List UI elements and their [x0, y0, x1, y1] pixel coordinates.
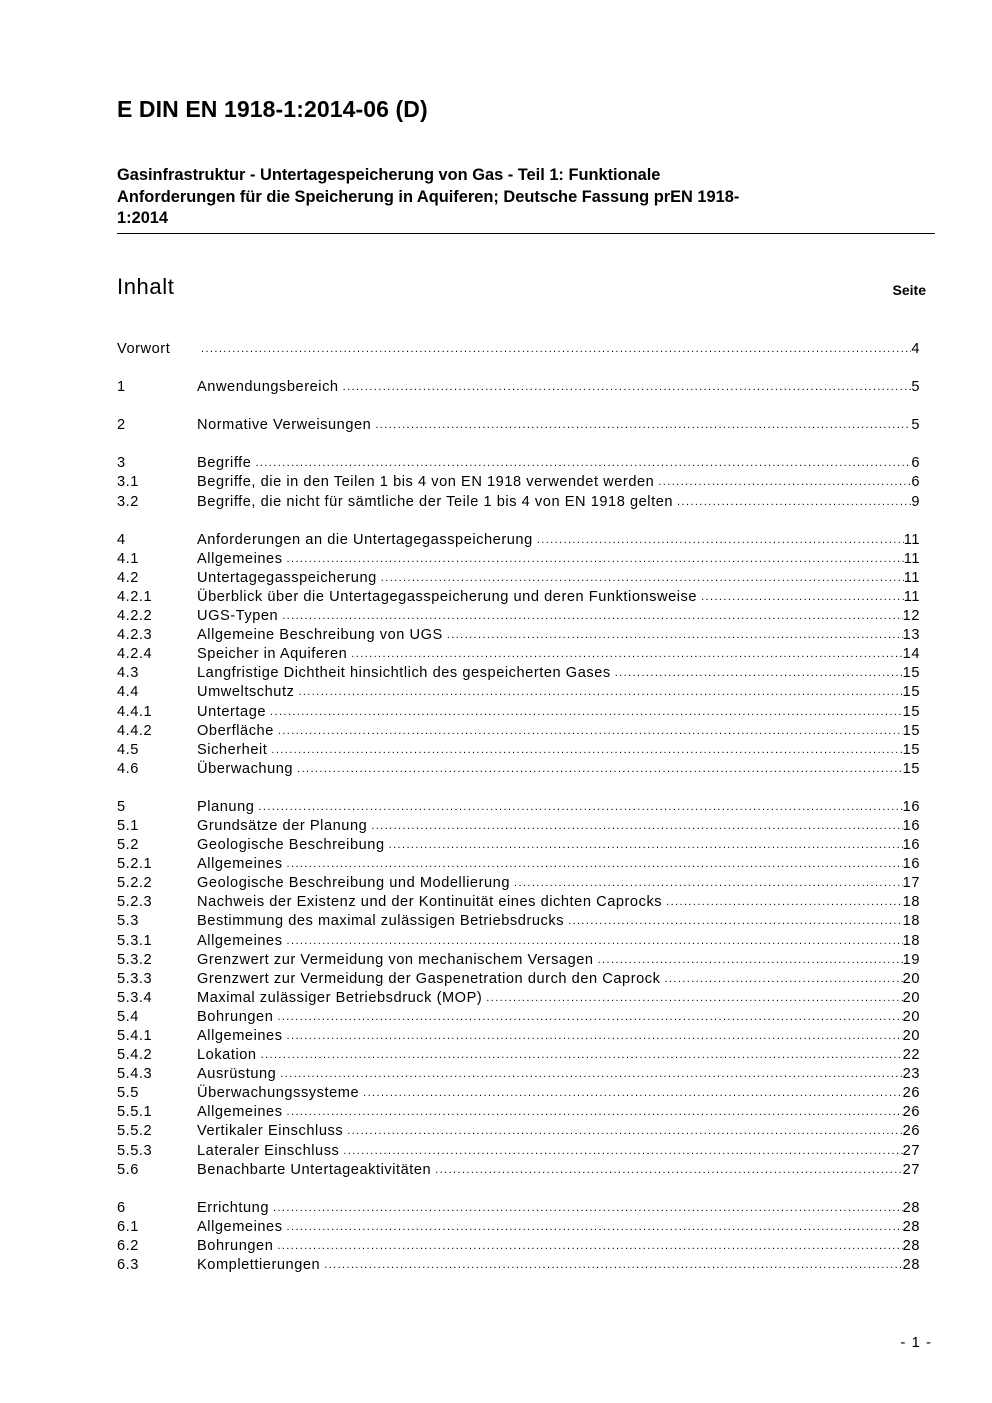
toc-entry[interactable]: [117, 1216, 920, 1235]
toc-entry-number: 5.3.3: [117, 970, 153, 987]
toc-dot-leader: [343, 1145, 902, 1159]
toc-dot-leader: [514, 877, 903, 891]
toc-entry-title: UGS-Typen: [197, 608, 279, 625]
subtitle-line: Gasinfrastruktur - Untertagespeicherung von Gas - Teil 1: Funktionale: [117, 166, 661, 184]
toc-entry[interactable]: [117, 796, 920, 815]
toc-entry-title: Maximal zulässiger Betriebsdruck (MOP): [197, 989, 483, 1006]
toc-entry-title: Überwachungssysteme: [197, 1085, 360, 1102]
toc-entry-title: Planung: [197, 798, 255, 815]
toc-entry-number: 5.3: [117, 913, 139, 930]
toc-entry-page: 16: [902, 837, 920, 854]
toc-dot-leader: [435, 1164, 902, 1178]
toc-entry-number: 5.6: [117, 1161, 139, 1178]
toc-entry[interactable]: [117, 1025, 920, 1044]
toc-entry-number: 4.1: [117, 550, 139, 567]
toc-entry-page: 28: [902, 1199, 920, 1216]
toc-dot-leader: [658, 476, 911, 490]
toc-dot-leader: [273, 1202, 903, 1216]
document-id: E DIN EN 1918-1:2014-06 (D): [117, 96, 428, 122]
toc-entry-page: 27: [902, 1161, 920, 1178]
toc-entry-title: Überblick über die Untertagegasspeicherung und deren Funktionsweise: [197, 588, 698, 605]
toc-entry-number: 5.5.1: [117, 1104, 153, 1121]
toc-entry-page: 26: [902, 1104, 920, 1121]
toc-entry-number: 4.4.1: [117, 703, 153, 720]
toc-group: [117, 414, 920, 433]
toc-dot-leader: [363, 1087, 903, 1101]
toc-dot-leader: [371, 820, 902, 834]
toc-dot-leader: [280, 1068, 902, 1082]
toc-entry-number: 5.4.1: [117, 1028, 153, 1044]
toc-entry[interactable]: [117, 1254, 920, 1273]
toc-entry-title: Begriffe, die in den Teilen 1 bis 4 von EN 1918 verwendet werden: [197, 474, 655, 491]
toc-entry[interactable]: [117, 872, 920, 891]
toc-entry-page: 14: [902, 646, 920, 663]
toc-entry-page: 27: [902, 1142, 920, 1159]
toc-entry-page: 5: [911, 379, 920, 396]
toc-entry-page: 20: [902, 970, 920, 987]
toc-entry-title: Geologische Beschreibung und Modellierung: [197, 875, 510, 892]
toc-group: [117, 529, 920, 777]
toc-entry-page: 15: [902, 703, 920, 720]
toc-dot-leader: [255, 457, 911, 471]
toc-entry[interactable]: [117, 1139, 920, 1158]
toc-entry-title: Grundsätze der Planung: [197, 817, 368, 834]
toc-dot-leader: [287, 553, 904, 567]
toc-entry-number: 5.4.2: [117, 1047, 153, 1064]
toc-entry[interactable]: [117, 949, 920, 968]
toc-entry-title: Begriffe, die nicht für sämtliche der Teile 1 bis 4 von EN 1918 gelten: [197, 493, 674, 510]
toc-dot-leader: [287, 1221, 903, 1235]
toc-entry-title: Sicherheit: [197, 741, 268, 758]
toc-entry-page: 16: [902, 798, 920, 815]
toc-entry[interactable]: [117, 471, 920, 490]
toc-entry[interactable]: [117, 376, 920, 395]
toc-entry-page: 17: [902, 875, 920, 892]
toc-entry[interactable]: [117, 1235, 920, 1254]
toc-dot-leader: [537, 534, 904, 548]
toc-entry-page: 6: [911, 474, 920, 491]
toc-entry-number: 4.2.2: [117, 608, 153, 625]
toc-dot-leader: [261, 1049, 903, 1063]
toc-entry[interactable]: [117, 987, 920, 1006]
toc-entry-title: Umweltschutz: [197, 684, 295, 701]
toc-entry-title: Allgemeines: [197, 1218, 283, 1235]
toc-dot-leader: [270, 706, 903, 720]
toc-group: [117, 796, 920, 1178]
toc-entry-number: 3.1: [117, 474, 139, 491]
toc-group: [117, 1197, 920, 1273]
toc-dot-leader: [287, 935, 903, 949]
toc-entry-page: 23: [902, 1066, 920, 1083]
toc-dot-leader: [297, 763, 903, 777]
toc-entry[interactable]: [117, 567, 920, 586]
toc-entry-title: Allgemeines: [197, 856, 283, 873]
toc-entry-page: 26: [902, 1085, 920, 1102]
toc-entry-number: 5.3.1: [117, 932, 153, 949]
toc-entry-page: 15: [902, 665, 920, 682]
toc-entry-number: 5.5: [117, 1085, 139, 1102]
toc-dot-leader: [351, 648, 902, 662]
toc-entry-title: Anforderungen an die Untertagegasspeicherung: [197, 531, 533, 548]
toc-entry-number: 3.2: [117, 493, 139, 510]
toc-dot-leader: [615, 667, 903, 681]
toc-entry-page: 5: [911, 417, 920, 434]
toc-entry-number: 5.5.2: [117, 1123, 153, 1140]
toc-dot-leader: [677, 496, 911, 510]
toc-entry-title: Begriffe: [197, 455, 252, 472]
toc-entry-title: Lokation: [197, 1047, 257, 1064]
toc-dot-leader: [282, 610, 902, 624]
toc-entry-title: Errichtung: [197, 1199, 270, 1216]
toc-entry[interactable]: [117, 1063, 920, 1082]
toc-entry[interactable]: [117, 1006, 920, 1025]
toc-entry-page: 28: [902, 1237, 920, 1254]
toc-entry-title: Allgemeines: [197, 1028, 283, 1044]
toc-entry-number: 5.3.4: [117, 989, 153, 1006]
toc-dot-leader: [287, 858, 903, 872]
toc-entry-number: 6.2: [117, 1237, 139, 1254]
toc-dot-leader: [324, 1259, 902, 1273]
toc-entry-number: 2: [117, 417, 126, 434]
toc-dot-leader: [598, 954, 903, 968]
toc-entry[interactable]: [117, 529, 920, 548]
toc-entry-number: 4.2.4: [117, 646, 153, 663]
toc-entry-title: Normative Verweisungen: [197, 417, 372, 434]
toc-dot-leader: [271, 744, 902, 758]
subtitle-line: Anforderungen für die Speicherung in Aquiferen; Deutsche Fassung prEN 1918-: [117, 187, 740, 206]
toc-entry[interactable]: [117, 605, 920, 624]
toc-entry[interactable]: [117, 452, 920, 471]
toc-entry-page: 4: [911, 341, 920, 358]
toc-entry-page: 15: [902, 722, 920, 739]
toc-group: [117, 452, 920, 509]
toc-entry-number: 5: [117, 798, 126, 815]
toc-entry-page: 12: [902, 608, 920, 625]
toc-entry[interactable]: [117, 700, 920, 719]
toc-dot-leader: [277, 1240, 902, 1254]
toc-entry-title: Bestimmung des maximal zulässigen Betriebsdrucks: [197, 913, 565, 930]
toc-entry[interactable]: [117, 662, 920, 681]
toc-entry-number: 6.3: [117, 1257, 139, 1274]
toc-entry-page: 20: [902, 1008, 920, 1025]
toc-entry-title: Untertage: [197, 703, 267, 720]
toc-entry-title: Lateraler Einschluss: [197, 1142, 340, 1159]
toc-entry-number: 3: [117, 455, 126, 472]
toc-dot-leader: [664, 973, 902, 987]
toc-entry-page: 11: [903, 531, 920, 548]
toc-entry-number: 5.4: [117, 1008, 139, 1025]
toc-group: [117, 338, 920, 357]
toc-entry-title: Komplettierungen: [197, 1257, 321, 1274]
toc-entry[interactable]: [117, 834, 920, 853]
toc-entry-title: Grenzwert zur Vermeidung der Gaspenetration durch den Caprock: [197, 970, 661, 987]
toc-entry-number: 5.2.1: [117, 856, 153, 873]
toc-entry-page: 11: [903, 550, 920, 567]
toc-entry-title: Bohrungen: [197, 1237, 274, 1254]
toc-dot-leader: [277, 1011, 902, 1025]
toc-dot-leader: [701, 591, 904, 605]
toc-entry-number: 5.4.3: [117, 1066, 153, 1083]
toc-dot-leader: [287, 1106, 903, 1120]
toc-entry-title: Grenzwert zur Vermeidung von mechanischem Versagen: [197, 951, 594, 968]
toc-entry[interactable]: [117, 929, 920, 948]
toc-entry-number: 5.2.3: [117, 894, 153, 911]
toc-entry-number: 4.2: [117, 569, 139, 586]
toc-dot-leader: [389, 839, 903, 853]
toc-entry-number: 5.3.2: [117, 951, 153, 968]
toc-entry-page: 15: [902, 684, 920, 701]
toc-entry-title: Vertikaler Einschluss: [197, 1123, 344, 1140]
toc-entry-title: Bohrungen: [197, 1008, 274, 1025]
toc-entry-title: Allgemeines: [197, 550, 283, 567]
toc-dot-leader: [568, 915, 903, 929]
toc-entry[interactable]: [117, 891, 920, 910]
toc-entry[interactable]: [117, 1159, 920, 1178]
toc-dot-leader: [666, 896, 903, 910]
toc-entry-number: 4.3: [117, 665, 139, 682]
toc-dot-leader: [347, 1125, 902, 1139]
toc-entry-title: Oberfläche: [197, 722, 274, 739]
toc-entry-page: 18: [902, 894, 920, 911]
toc-entry-number: Vorwort: [117, 341, 171, 358]
toc-entry[interactable]: [117, 1044, 920, 1063]
toc-dot-leader: [486, 992, 902, 1006]
document-subtitle: [117, 165, 907, 230]
toc-entry[interactable]: [117, 1120, 920, 1139]
table-of-contents: [117, 338, 920, 1292]
toc-entry-title: Speicher in Aquiferen: [197, 646, 348, 663]
toc-entry-number: 5.2: [117, 837, 139, 854]
toc-entry-number: 5.1: [117, 817, 139, 834]
toc-entry-page: 16: [902, 856, 920, 873]
toc-entry-number: 4.2.1: [117, 588, 153, 605]
toc-entry-page: 6: [911, 455, 920, 472]
toc-entry[interactable]: [117, 758, 920, 777]
toc-entry-page: 18: [902, 913, 920, 930]
toc-entry-page: 22: [902, 1047, 920, 1064]
toc-entry[interactable]: [117, 586, 920, 605]
toc-entry[interactable]: [117, 338, 920, 357]
subtitle-line: 1:2014: [117, 209, 169, 227]
toc-entry-page: 15: [902, 760, 920, 777]
toc-dot-leader: [201, 343, 911, 357]
toc-entry[interactable]: [117, 1101, 920, 1120]
toc-entry-page: 15: [902, 741, 920, 758]
toc-entry[interactable]: [117, 624, 920, 643]
toc-entry-page: 19: [902, 951, 920, 968]
toc-entry-page: 20: [902, 1028, 920, 1044]
toc-entry-number: 5.5.3: [117, 1142, 153, 1159]
toc-entry[interactable]: [117, 739, 920, 758]
toc-entry-title: Langfristige Dichtheit hinsichtlich des gespeicherten Gases: [197, 665, 611, 682]
toc-entry-number: 1: [117, 379, 126, 396]
toc-dot-leader: [298, 686, 902, 700]
toc-entry-title: Überwachung: [197, 760, 294, 777]
toc-entry-page: 18: [902, 932, 920, 949]
toc-entry-number: 4.2.3: [117, 627, 153, 644]
toc-entry-title: Allgemeines: [197, 1104, 283, 1121]
page-number: - 1 -: [900, 1334, 932, 1351]
toc-entry-number: 4.4.2: [117, 722, 153, 739]
toc-entry-title: Nachweis der Existenz und der Kontinuität eines dichten Caprocks: [197, 894, 663, 911]
toc-entry-title: Allgemeine Beschreibung von UGS: [197, 627, 443, 644]
toc-entry-page: 16: [902, 817, 920, 834]
toc-entry-number: 5.2.2: [117, 875, 153, 892]
toc-entry[interactable]: [117, 1082, 920, 1101]
toc-entry[interactable]: [117, 910, 920, 929]
toc-entry-title: Anwendungsbereich: [197, 379, 339, 396]
toc-entry[interactable]: [117, 815, 920, 834]
toc-entry-number: 4.6: [117, 760, 139, 777]
toc-entry-title: Allgemeines: [197, 932, 283, 949]
toc-entry-number: 6.1: [117, 1218, 139, 1235]
toc-entry-page: 20: [902, 989, 920, 1006]
toc-entry[interactable]: [117, 968, 920, 987]
title-divider: [117, 233, 935, 234]
toc-dot-leader: [375, 419, 911, 433]
toc-entry-title: Untertagegasspeicherung: [197, 569, 377, 586]
toc-entry[interactable]: [117, 720, 920, 739]
toc-entry-page: 28: [902, 1218, 920, 1235]
toc-entry[interactable]: [117, 1197, 920, 1216]
toc-entry-title: Geologische Beschreibung: [197, 837, 385, 854]
toc-entry-number: 4: [117, 531, 126, 548]
toc-dot-leader: [343, 381, 912, 395]
toc-group: [117, 376, 920, 395]
toc-entry-page: 9: [911, 493, 920, 510]
toc-heading: Inhalt: [117, 274, 175, 299]
toc-entry[interactable]: [117, 681, 920, 700]
toc-dot-leader: [381, 572, 904, 586]
toc-entry-number: 6: [117, 1199, 126, 1216]
toc-entry[interactable]: [117, 548, 920, 567]
toc-entry-page: 13: [902, 627, 920, 644]
toc-entry-number: 4.5: [117, 741, 139, 758]
toc-entry[interactable]: [117, 414, 920, 433]
toc-dot-leader: [258, 801, 902, 815]
toc-entry[interactable]: [117, 643, 920, 662]
toc-entry[interactable]: [117, 490, 920, 509]
toc-dot-leader: [287, 1030, 903, 1044]
toc-entry-page: 11: [903, 588, 920, 605]
toc-entry-title: Benachbarte Untertageaktivitäten: [197, 1161, 432, 1178]
toc-entry-number: 4.4: [117, 684, 139, 701]
toc-entry-title: Ausrüstung: [197, 1066, 277, 1083]
toc-entry-page: 28: [902, 1257, 920, 1274]
toc-dot-leader: [278, 725, 903, 739]
page-column-label: Seite: [892, 282, 926, 298]
toc-entry-page: 11: [903, 569, 920, 586]
toc-dot-leader: [447, 629, 903, 643]
toc-entry-page: 26: [902, 1123, 920, 1140]
toc-entry[interactable]: [117, 853, 920, 872]
